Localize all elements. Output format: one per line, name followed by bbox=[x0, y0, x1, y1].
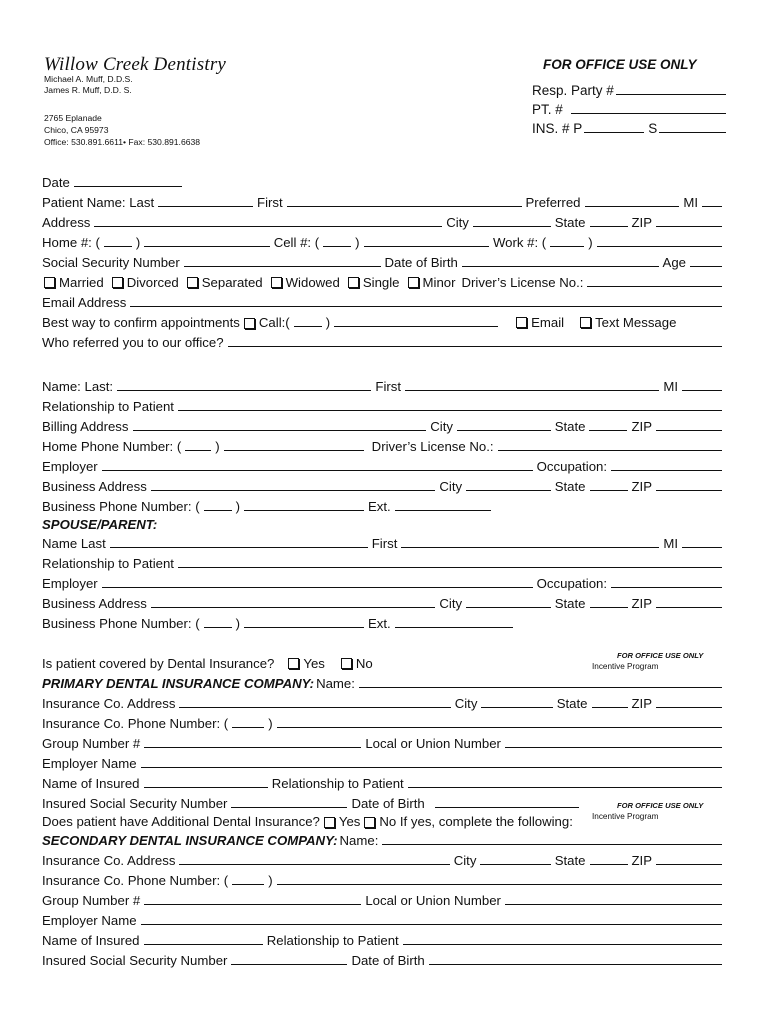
zip-field[interactable] bbox=[656, 226, 722, 227]
email-checkbox[interactable] bbox=[516, 317, 527, 328]
primary-group-row bbox=[42, 731, 726, 751]
resp-bus-address-field[interactable] bbox=[151, 490, 436, 491]
spouse-employer-label: Employer bbox=[42, 576, 98, 591]
work-label: Work #: ( bbox=[492, 235, 547, 250]
practice-address-1: 2765 Eplanade bbox=[44, 113, 102, 123]
primary-address-label: Insurance Co. Address bbox=[42, 696, 176, 711]
patient-mi-field[interactable] bbox=[702, 206, 722, 207]
spouse-mi-field[interactable] bbox=[682, 547, 722, 548]
primary-group-field[interactable] bbox=[144, 747, 361, 748]
secondary-dob-field[interactable] bbox=[429, 964, 722, 965]
work-paren: ) bbox=[588, 235, 593, 250]
spouse-business-address-row bbox=[42, 591, 726, 611]
additional-label: Does patient have Additional Dental Insurance? bbox=[42, 814, 320, 829]
widowed-checkbox[interactable] bbox=[271, 277, 282, 288]
resp-dl-field[interactable] bbox=[498, 450, 722, 451]
secondary-insured-ssn-row bbox=[42, 948, 726, 968]
spouse-bus-zip-field[interactable] bbox=[656, 607, 722, 608]
practice-name: Willow Creek Dentistry bbox=[44, 54, 227, 75]
spouse-bus-phone-label: Business Phone Number: ( bbox=[42, 616, 200, 631]
cell-area-field[interactable] bbox=[323, 246, 351, 247]
secondary-address-label: Insurance Co. Address bbox=[42, 853, 176, 868]
pt-label: PT. # bbox=[532, 102, 563, 117]
resp-party-label: Resp. Party # bbox=[532, 83, 614, 98]
city-field[interactable] bbox=[473, 226, 551, 227]
call-checkbox[interactable] bbox=[244, 318, 255, 329]
secondary-state-field[interactable] bbox=[590, 864, 628, 865]
billing-zip-label: ZIP bbox=[631, 419, 652, 434]
secondary-name-label: Name: bbox=[339, 833, 379, 848]
secondary-city-field[interactable] bbox=[480, 864, 550, 865]
secondary-address-row bbox=[42, 848, 726, 868]
resp-relationship-field[interactable] bbox=[178, 410, 722, 411]
billing-zip-field[interactable] bbox=[656, 430, 722, 431]
referred-label: Who referred you to our office? bbox=[42, 335, 224, 350]
marital-row bbox=[42, 270, 726, 290]
primary-union-label: Local or Union Number bbox=[365, 736, 501, 751]
primary-phone-area-field[interactable] bbox=[232, 727, 264, 728]
billing-state-label: State bbox=[554, 419, 586, 434]
resp-party-row bbox=[532, 80, 730, 98]
primary-name-label: Name: bbox=[316, 676, 355, 691]
patient-mi-label: MI bbox=[683, 195, 699, 210]
incentive-program-2: Incentive Program bbox=[592, 812, 659, 821]
spouse-bus-state-field[interactable] bbox=[590, 607, 628, 608]
spouse-relationship-row bbox=[42, 551, 726, 571]
primary-insured-row bbox=[42, 771, 726, 791]
spouse-bus-city-label: City bbox=[439, 596, 463, 611]
secondary-insured-label: Name of Insured bbox=[42, 933, 140, 948]
resp-employer-row bbox=[42, 454, 726, 474]
primary-employer-label: Employer Name bbox=[42, 756, 137, 771]
phones-row bbox=[42, 230, 726, 250]
resp-bus-paren: ) bbox=[235, 499, 240, 514]
primary-group-label: Group Number # bbox=[42, 736, 141, 751]
spouse-ext-field[interactable] bbox=[395, 627, 513, 628]
secondary-phone-label: Insurance Co. Phone Number: ( bbox=[42, 873, 229, 888]
referred-field[interactable] bbox=[228, 346, 722, 347]
cell-paren: ) bbox=[355, 235, 360, 250]
date-row bbox=[42, 170, 726, 190]
additional-no-checkbox[interactable] bbox=[364, 817, 375, 828]
secondary-insured-ssn-label: Insured Social Security Number bbox=[42, 953, 228, 968]
resp-ext-field[interactable] bbox=[395, 510, 491, 511]
office-use-small-2: FOR OFFICE USE ONLY bbox=[617, 801, 704, 810]
practice-address-2: Chico, CA 95973 bbox=[44, 125, 109, 135]
state-field[interactable] bbox=[590, 226, 628, 227]
covered-row bbox=[42, 651, 726, 671]
spouse-relationship-field[interactable] bbox=[178, 567, 722, 568]
patient-last-label: Patient Name: Last bbox=[42, 195, 155, 210]
secondary-group-row bbox=[42, 888, 726, 908]
preferred-label: Preferred bbox=[525, 195, 581, 210]
date-field[interactable] bbox=[74, 186, 182, 187]
secondary-heading: SECONDARY DENTAL INSURANCE COMPANY: bbox=[42, 833, 338, 848]
spouse-bus-zip-label: ZIP bbox=[631, 596, 653, 611]
patient-last-field[interactable] bbox=[158, 206, 253, 207]
additional-yes-checkbox[interactable] bbox=[324, 817, 335, 828]
resp-home-label: Home Phone Number: ( bbox=[42, 439, 182, 454]
billing-row bbox=[42, 414, 726, 434]
spouse-occupation-label: Occupation: bbox=[536, 576, 608, 591]
divorced-checkbox[interactable] bbox=[112, 277, 123, 288]
secondary-insured-field[interactable] bbox=[144, 944, 263, 945]
patient-dl-label: Driver’s License No.: bbox=[461, 275, 584, 290]
preferred-field[interactable] bbox=[585, 206, 680, 207]
call-field[interactable] bbox=[334, 326, 498, 327]
ins-p-label: INS. # P bbox=[532, 121, 583, 136]
covered-no-checkbox[interactable] bbox=[341, 658, 352, 669]
email-field[interactable] bbox=[130, 306, 722, 307]
spouse-bus-address-field[interactable] bbox=[151, 607, 436, 608]
spouse-first-label: First bbox=[371, 536, 398, 551]
secondary-union-label: Local or Union Number bbox=[365, 893, 501, 908]
resp-employer-label: Employer bbox=[42, 459, 98, 474]
secondary-insured-ssn-field[interactable] bbox=[231, 964, 347, 965]
primary-phone-paren: ) bbox=[268, 716, 273, 731]
spouse-bus-city-field[interactable] bbox=[466, 607, 551, 608]
divorced-label: Divorced bbox=[126, 275, 179, 290]
separated-label: Separated bbox=[201, 275, 263, 290]
ins-p-field[interactable] bbox=[584, 132, 644, 133]
primary-zip-field[interactable] bbox=[656, 707, 722, 708]
city-label: City bbox=[446, 215, 469, 230]
resp-mi-label: MI bbox=[663, 379, 678, 394]
age-label: Age bbox=[662, 255, 687, 270]
secondary-union-field[interactable] bbox=[505, 904, 722, 905]
minor-checkbox[interactable] bbox=[408, 277, 419, 288]
call-label: Call:( bbox=[258, 315, 290, 330]
resp-bus-zip-field[interactable] bbox=[656, 490, 722, 491]
covered-no-label: No bbox=[355, 656, 373, 671]
billing-field[interactable] bbox=[133, 430, 427, 431]
resp-bus-state-field[interactable] bbox=[590, 490, 628, 491]
primary-phone-row bbox=[42, 711, 726, 731]
resp-last-label: Name: Last: bbox=[42, 379, 114, 394]
dentist-1: Michael A. Muff, D.D.S. bbox=[44, 74, 133, 84]
spouse-bus-paren: ) bbox=[235, 616, 240, 631]
primary-state-label: State bbox=[556, 696, 588, 711]
resp-first-field[interactable] bbox=[405, 390, 659, 391]
spouse-relationship-label: Relationship to Patient bbox=[42, 556, 174, 571]
single-checkbox[interactable] bbox=[348, 277, 359, 288]
secondary-dob-label: Date of Birth bbox=[351, 953, 425, 968]
spouse-first-field[interactable] bbox=[401, 547, 659, 548]
covered-yes-label: Yes bbox=[303, 656, 325, 671]
primary-relationship-field[interactable] bbox=[408, 787, 722, 788]
resp-occupation-field[interactable] bbox=[611, 470, 722, 471]
spouse-bus-phone-field[interactable] bbox=[244, 627, 364, 628]
call-paren: ) bbox=[325, 315, 331, 330]
resp-phone-row bbox=[42, 434, 726, 454]
primary-employer-field[interactable] bbox=[141, 767, 722, 768]
text-opt-label: Text Message bbox=[595, 315, 677, 330]
secondary-city-label: City bbox=[453, 853, 477, 868]
office-use-title: FOR OFFICE USE ONLY bbox=[543, 57, 697, 72]
spouse-heading: SPOUSE/PARENT: bbox=[42, 517, 158, 532]
pt-field[interactable] bbox=[571, 113, 726, 114]
ssn-field[interactable] bbox=[184, 266, 381, 267]
covered-label: Is patient covered by Dental Insurance? bbox=[42, 656, 275, 671]
resp-bus-city-field[interactable] bbox=[466, 490, 551, 491]
resp-bus-state-label: State bbox=[554, 479, 586, 494]
email-opt-label: Email bbox=[531, 315, 565, 330]
spouse-employer-field[interactable] bbox=[102, 587, 533, 588]
resp-bus-zip-label: ZIP bbox=[631, 479, 653, 494]
work-area-field[interactable] bbox=[550, 246, 584, 247]
primary-dob-label: Date of Birth bbox=[351, 796, 425, 811]
primary-address-row bbox=[42, 691, 726, 711]
covered-yes-checkbox[interactable] bbox=[288, 658, 299, 669]
cell-field[interactable] bbox=[364, 246, 489, 247]
secondary-phone-area-field[interactable] bbox=[232, 884, 264, 885]
resp-ext-label: Ext. bbox=[368, 499, 391, 514]
spouse-name-row bbox=[42, 531, 726, 551]
spouse-bus-area-field[interactable] bbox=[204, 627, 232, 628]
primary-city-field[interactable] bbox=[481, 707, 552, 708]
secondary-state-label: State bbox=[554, 853, 586, 868]
additional-yes-label: Yes bbox=[338, 814, 361, 829]
spouse-last-label: Name Last bbox=[42, 536, 106, 551]
dentist-2: James R. Muff, D.D. S. bbox=[44, 85, 132, 95]
primary-heading: PRIMARY DENTAL INSURANCE COMPANY: bbox=[42, 676, 315, 691]
spouse-ext-label: Ext. bbox=[368, 616, 391, 631]
secondary-employer-label: Employer Name bbox=[42, 913, 137, 928]
primary-dob-field[interactable] bbox=[435, 807, 579, 808]
billing-city-label: City bbox=[430, 419, 453, 434]
additional-row bbox=[42, 809, 582, 829]
spouse-last-field[interactable] bbox=[110, 547, 368, 548]
pt-row bbox=[532, 99, 730, 117]
resp-name-row bbox=[42, 374, 726, 394]
spouse-bus-state-label: State bbox=[554, 596, 586, 611]
secondary-relationship-field[interactable] bbox=[403, 944, 722, 945]
billing-state-field[interactable] bbox=[589, 430, 627, 431]
work-field[interactable] bbox=[597, 246, 722, 247]
ins-row bbox=[532, 118, 730, 136]
primary-phone-field[interactable] bbox=[277, 727, 722, 728]
confirm-label: Best way to confirm appointments bbox=[42, 315, 240, 330]
email-row bbox=[42, 290, 726, 310]
patient-name-row bbox=[42, 190, 726, 210]
dob-label: Date of Birth bbox=[384, 255, 458, 270]
secondary-group-label: Group Number # bbox=[42, 893, 141, 908]
secondary-insured-row bbox=[42, 928, 726, 948]
secondary-employer-field[interactable] bbox=[141, 924, 722, 925]
primary-name-field[interactable] bbox=[359, 687, 722, 688]
minor-label: Minor bbox=[422, 275, 456, 290]
primary-insured-field[interactable] bbox=[144, 787, 268, 788]
home-field[interactable] bbox=[144, 246, 269, 247]
office-use-small-1: FOR OFFICE USE ONLY bbox=[617, 651, 704, 660]
resp-party-field[interactable] bbox=[616, 94, 726, 95]
primary-relationship-label: Relationship to Patient bbox=[271, 776, 404, 791]
ins-s-label: S bbox=[648, 121, 658, 136]
primary-insured-ssn-field[interactable] bbox=[231, 807, 347, 808]
primary-city-label: City bbox=[454, 696, 478, 711]
state-label: State bbox=[554, 215, 586, 230]
primary-union-field[interactable] bbox=[505, 747, 722, 748]
email-label: Email Address bbox=[42, 295, 127, 310]
secondary-zip-label: ZIP bbox=[631, 853, 653, 868]
referred-row bbox=[42, 330, 726, 350]
secondary-phone-row bbox=[42, 868, 726, 888]
primary-zip-label: ZIP bbox=[631, 696, 653, 711]
billing-label: Billing Address bbox=[42, 419, 129, 434]
age-field[interactable] bbox=[690, 266, 722, 267]
separated-checkbox[interactable] bbox=[187, 277, 198, 288]
resp-home-paren: ) bbox=[215, 439, 220, 454]
resp-relationship-label: Relationship to Patient bbox=[42, 399, 174, 414]
widowed-label: Widowed bbox=[285, 275, 340, 290]
married-checkbox[interactable] bbox=[44, 277, 55, 288]
cell-label: Cell #: ( bbox=[273, 235, 320, 250]
practice-phones: Office: 530.891.6611• Fax: 530.891.6638 bbox=[44, 137, 201, 147]
spouse-employer-row bbox=[42, 571, 726, 591]
resp-bus-area-field[interactable] bbox=[204, 510, 232, 511]
spouse-occupation-field[interactable] bbox=[611, 587, 722, 588]
patient-dl-field[interactable] bbox=[587, 286, 722, 287]
secondary-address-field[interactable] bbox=[179, 864, 449, 865]
secondary-relationship-label: Relationship to Patient bbox=[266, 933, 399, 948]
primary-phone-label: Insurance Co. Phone Number: ( bbox=[42, 716, 229, 731]
primary-insured-label: Name of Insured bbox=[42, 776, 140, 791]
ins-s-field[interactable] bbox=[659, 132, 726, 133]
married-label: Married bbox=[59, 275, 104, 290]
resp-bus-phone-field[interactable] bbox=[244, 510, 364, 511]
resp-relationship-row bbox=[42, 394, 726, 414]
resp-occupation-label: Occupation: bbox=[536, 459, 608, 474]
call-area-field[interactable] bbox=[294, 326, 322, 327]
spouse-bus-address-label: Business Address bbox=[42, 596, 147, 611]
secondary-employer-row bbox=[42, 908, 726, 928]
resp-home-area-field[interactable] bbox=[185, 450, 211, 451]
ssn-label: Social Security Number bbox=[42, 255, 180, 270]
primary-employer-row bbox=[42, 751, 726, 771]
resp-bus-city-label: City bbox=[439, 479, 463, 494]
home-label: Home #: ( bbox=[42, 235, 100, 250]
primary-name-row bbox=[42, 671, 726, 691]
single-label: Single bbox=[362, 275, 400, 290]
resp-mi-field[interactable] bbox=[682, 390, 722, 391]
secondary-phone-field[interactable] bbox=[277, 884, 722, 885]
ssn-row bbox=[42, 250, 726, 270]
primary-address-field[interactable] bbox=[179, 707, 450, 708]
spouse-mi-label: MI bbox=[663, 536, 679, 551]
resp-home-field[interactable] bbox=[224, 450, 364, 451]
zip-label: ZIP bbox=[631, 215, 653, 230]
dob-field[interactable] bbox=[462, 266, 659, 267]
text-checkbox[interactable] bbox=[580, 317, 591, 328]
resp-last-field[interactable] bbox=[117, 390, 371, 391]
address-field[interactable] bbox=[94, 226, 442, 227]
secondary-name-row bbox=[42, 828, 726, 848]
patient-first-label: First bbox=[257, 195, 283, 210]
resp-dl-label: Driver’s License No.: bbox=[371, 439, 494, 454]
confirm-row bbox=[42, 310, 726, 330]
resp-business-phone-row bbox=[42, 494, 726, 514]
spouse-business-phone-row bbox=[42, 611, 726, 631]
primary-state-field[interactable] bbox=[592, 707, 628, 708]
home-paren: ) bbox=[135, 235, 141, 250]
home-area-field[interactable] bbox=[104, 246, 132, 247]
date-label: Date bbox=[42, 175, 70, 190]
secondary-group-field[interactable] bbox=[144, 904, 361, 905]
incentive-program-1: Incentive Program bbox=[592, 662, 659, 671]
resp-bus-address-label: Business Address bbox=[42, 479, 147, 494]
secondary-phone-paren: ) bbox=[268, 873, 273, 888]
address-label: Address bbox=[42, 215, 91, 230]
billing-city-field[interactable] bbox=[457, 430, 551, 431]
secondary-name-field[interactable] bbox=[382, 844, 722, 845]
resp-business-address-row bbox=[42, 474, 726, 494]
patient-address-row bbox=[42, 210, 726, 230]
additional-no-label: No If yes, complete the following: bbox=[379, 814, 573, 829]
patient-first-field[interactable] bbox=[287, 206, 522, 207]
resp-bus-phone-label: Business Phone Number: ( bbox=[42, 499, 200, 514]
resp-employer-field[interactable] bbox=[102, 470, 533, 471]
secondary-zip-field[interactable] bbox=[656, 864, 722, 865]
resp-first-label: First bbox=[375, 379, 402, 394]
primary-insured-ssn-label: Insured Social Security Number bbox=[42, 796, 228, 811]
